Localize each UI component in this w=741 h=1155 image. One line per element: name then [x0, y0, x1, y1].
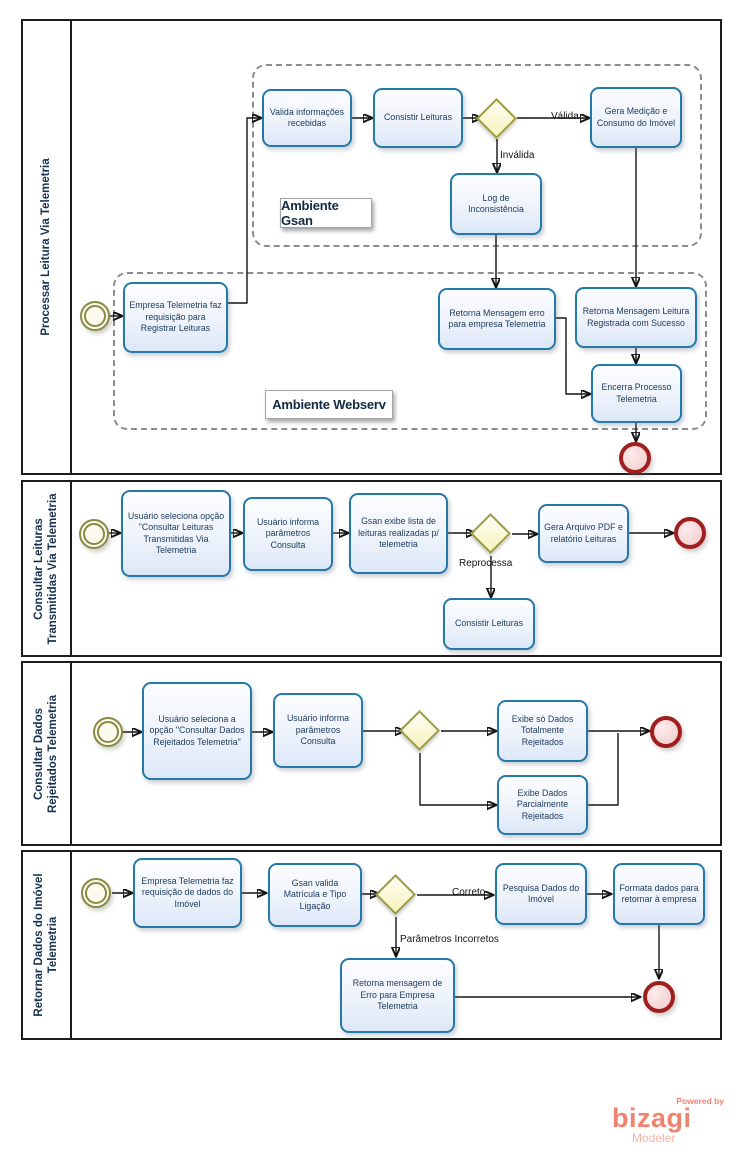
start-event-processar[interactable]	[80, 301, 110, 331]
task-consistir-leituras-2[interactable]: Consistir Leituras	[443, 598, 535, 650]
task-usuario-seleciona-dados[interactable]: Usuário seleciona a opção "Consultar Dados Rejeitados Telemetria"	[142, 682, 252, 780]
task-consistir-leituras-1[interactable]: Consistir Leituras	[373, 88, 463, 148]
task-usuario-informa-parametros-1[interactable]: Usuário informa parâmetros Consulta	[243, 497, 333, 571]
flow	[228, 118, 261, 303]
start-event-inner-ring	[84, 305, 106, 327]
start-event-inner-ring	[83, 523, 105, 545]
task-retorna-mensagem-sucesso[interactable]: Retorna Mensagem Leitura Registrada com Sucesso	[575, 287, 697, 348]
task-encerra-processo[interactable]: Encerra Processo Telemetria	[591, 364, 682, 423]
task-empresa-requisicao-leituras[interactable]: Empresa Telemetria faz requisição para Registrar Leituras	[123, 282, 228, 353]
lane-title-text: Rejeitados Telemetria	[46, 694, 59, 813]
task-valida-informacoes[interactable]: Valida informações recebidas	[262, 89, 352, 147]
group-label-ambiente-gsan: Ambiente Gsan	[280, 198, 372, 228]
task-pesquisa-dados-imovel[interactable]: Pesquisa Dados do Imóvel	[495, 863, 587, 925]
start-event-consultar-dados[interactable]	[93, 717, 123, 747]
lane-title-text: Consultar Dados	[32, 707, 45, 800]
task-retorna-mensagem-erro-empresa[interactable]: Retorna mensagem de Erro para Empresa Telemetria	[340, 958, 455, 1033]
task-exibe-parcialmente-rejeitados[interactable]: Exibe Dados Parcialmente Rejeitados	[497, 775, 588, 835]
lane-title-text: Retornar Dados do Imóvel	[32, 873, 45, 1017]
task-usuario-informa-parametros-2[interactable]: Usuário informa parâmetros Consulta	[273, 693, 363, 768]
flow	[588, 733, 618, 805]
lane-title-text: Consultar Leituras	[32, 517, 45, 620]
task-empresa-requisicao-dados[interactable]: Empresa Telemetria faz requisição de dados do Imóvel	[133, 858, 242, 928]
flow-label-reprocessa: Reprocessa	[459, 558, 513, 569]
task-retorna-mensagem-erro[interactable]: Retorna Mensagem erro para empresa Telemetria	[438, 288, 556, 350]
end-event-consultar-leituras[interactable]	[674, 517, 706, 549]
powered-by-text: Powered by	[676, 1096, 724, 1106]
modeler-text: Modeler	[632, 1130, 676, 1145]
task-gsan-exibe-lista[interactable]: Gsan exibe lista de leituras realizadas p/ telemetria	[349, 493, 448, 574]
start-event-retornar-dados[interactable]	[81, 878, 111, 908]
task-gsan-valida-matricula[interactable]: Gsan valida Matrícula e Tipo Ligação	[268, 863, 362, 927]
flow-label-valida: Válida	[551, 111, 579, 122]
end-event-processar[interactable]	[619, 442, 651, 474]
flow-label-correto: Correto	[452, 887, 486, 898]
task-formata-dados[interactable]: Formata dados para retornar à empresa	[613, 863, 705, 925]
bizagi-brand-text: bizagi	[612, 1103, 692, 1133]
task-usuario-seleciona-leituras[interactable]: Usuário seleciona opção "Consultar Leituras Transmitidas Via Telemetria	[121, 490, 231, 577]
lane-title-text: Transmitidas Via Telemetria	[46, 492, 59, 645]
flow	[420, 753, 496, 805]
task-gera-medicao[interactable]: Gera Medição e Consumo do Imóvel	[590, 87, 682, 148]
start-event-inner-ring	[85, 882, 107, 904]
flow-label-invalida: Inválida	[500, 150, 535, 161]
task-gera-arquivo-pdf[interactable]: Gera Arquivo PDF e relatório Leituras	[538, 504, 629, 563]
task-exibe-totalmente-rejeitados[interactable]: Exibe só Dados Totalmente Rejeitados	[497, 700, 588, 762]
lane-title-text: Processar Leitura Via Telemetria	[39, 158, 52, 336]
flow-label-parametros-incorretos: Parâmetros Incorretos	[400, 934, 499, 945]
start-event-consultar-leituras[interactable]	[79, 519, 109, 549]
lane-title-text: Telemetria	[46, 916, 59, 974]
task-log-inconsistencia[interactable]: Log de Inconsistência	[450, 173, 542, 235]
end-event-retornar-dados[interactable]	[643, 981, 675, 1013]
group-label-ambiente-webserv: Ambiente Webserv	[265, 390, 393, 419]
start-event-inner-ring	[97, 721, 119, 743]
end-event-consultar-dados[interactable]	[650, 716, 682, 748]
